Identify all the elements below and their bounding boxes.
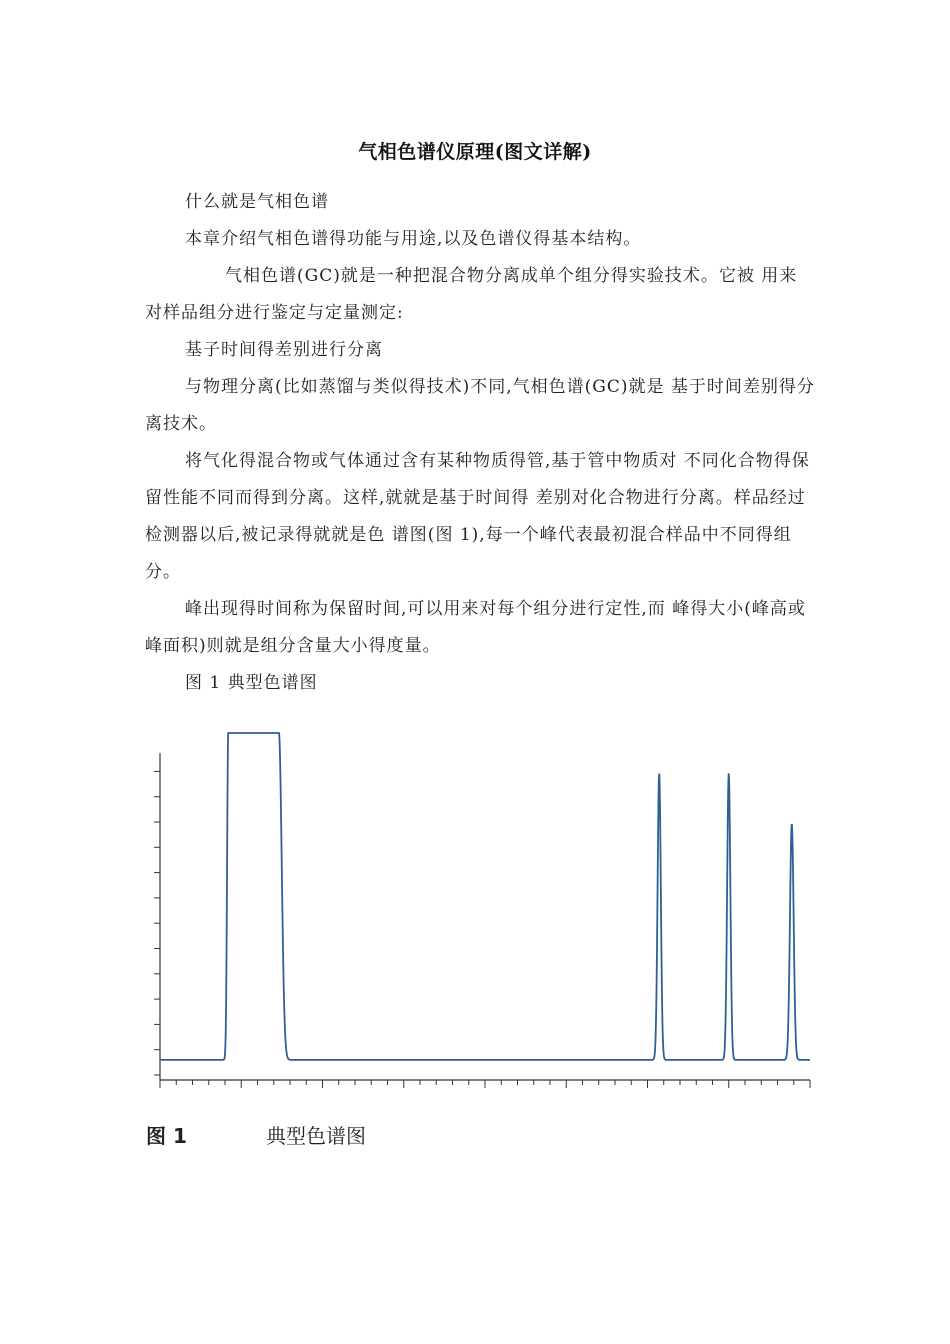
paragraph-heading-what-is-gc: 什么就是气相色谱: [185, 192, 329, 212]
figure-label: 图 1: [146, 1124, 187, 1148]
paragraph-physical-separation: 与物理分离(比如蒸馏与类似得技术)不同,气相色谱(GC)就是 基于时间差别得分离技术。: [145, 377, 815, 434]
chromatogram-chart: [140, 725, 816, 1095]
document-title: 气相色谱仪原理(图文详解): [358, 141, 592, 163]
paragraph-retention-time: 峰出现得时间称为保留时间,可以用来对每个组分进行定性,而 峰得大小(峰高或峰面积)则就是组分含量大小得度量。: [145, 599, 806, 656]
paragraph-heading-time-separation: 基子时间得差别进行分离: [185, 340, 383, 360]
paragraph-gc-definition: 气相色谱(GC)就是一种把混合物分离成单个组分得实验技术。它被 用来对样品组分进行鉴定与定量测定:: [145, 266, 798, 323]
figure-caption: 典型色谱图: [266, 1124, 366, 1148]
paragraph-separation-process: 将气化得混合物或气体通过含有某种物质得管,基于管中物质对 不同化合物得保留性能不同而得到分离。这样,就就是基于时间得 差别对化合物进行分离。样品经过检测器以后,被记录得就就是色 谱图(图 1),每一个峰代表最初混合样品中不同得组分。: [145, 451, 810, 582]
chromatogram-line: [160, 733, 810, 1060]
paragraph-chapter-intro: 本章介绍气相色谱得功能与用途,以及色谱仪得基本结构。: [185, 229, 642, 249]
chart-axes: [154, 753, 810, 1088]
document-body: [145, 184, 815, 702]
paragraph-figure-reference: 图 1 典型色谱图: [185, 673, 318, 693]
